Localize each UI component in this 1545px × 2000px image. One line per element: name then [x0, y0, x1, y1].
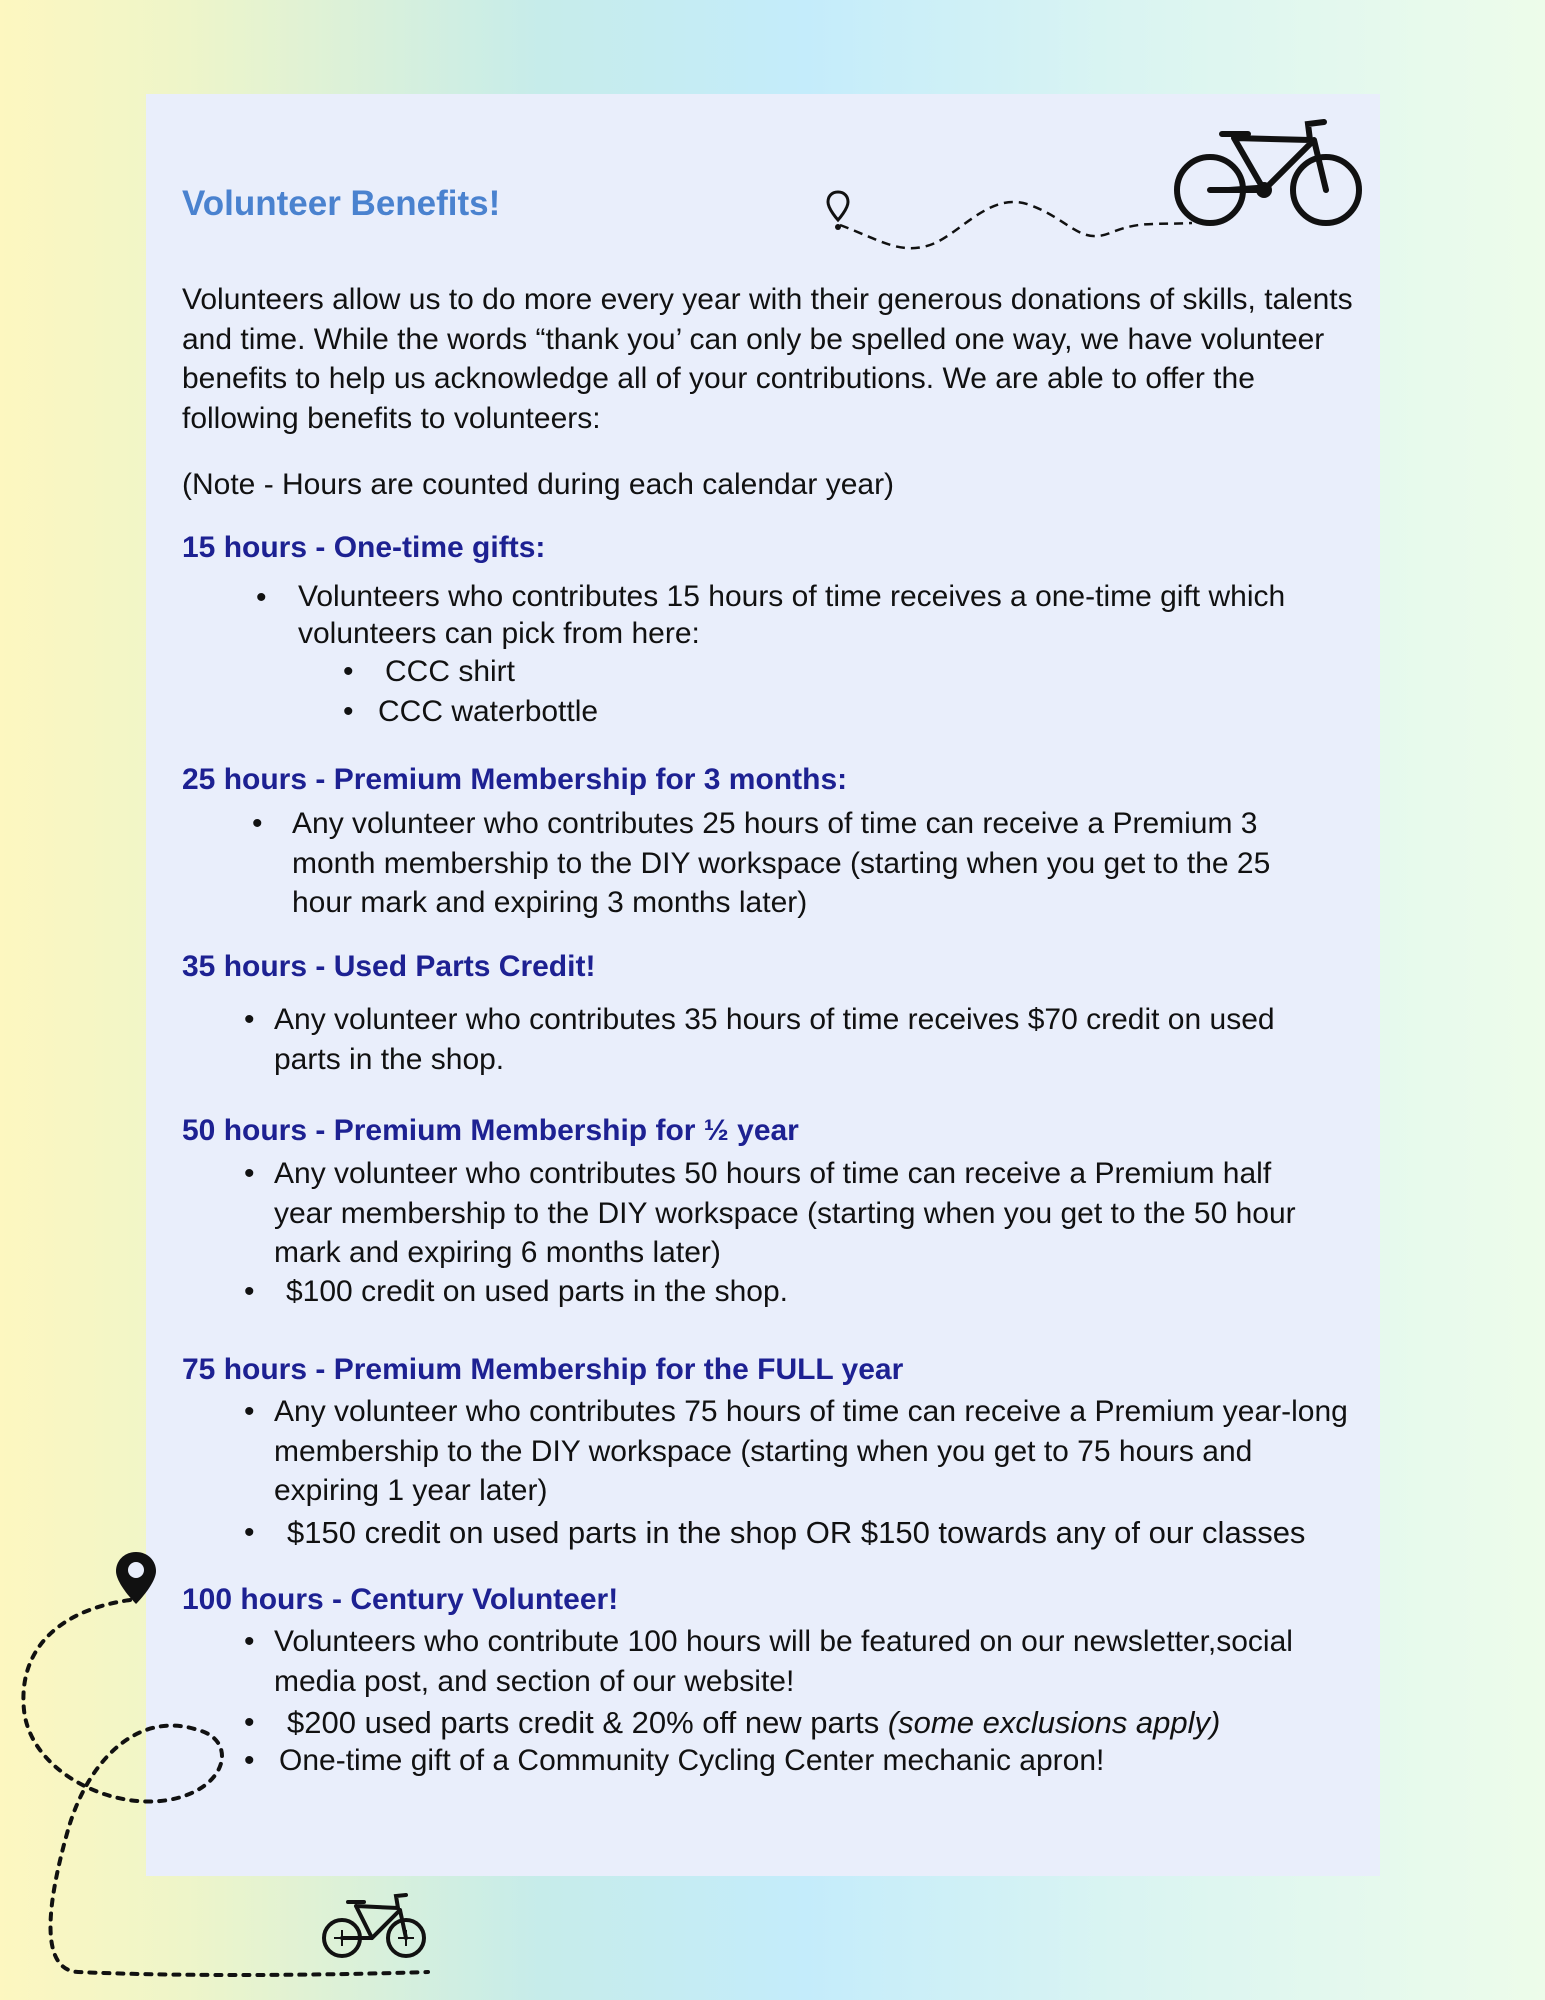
bullet-icon: • [244, 1625, 255, 1658]
exclusions-note: (some exclusions apply) [887, 1705, 1221, 1740]
tier-heading-25: 25 hours - Premium Membership for 3 months: [182, 763, 848, 796]
tier-item: Any volunteer who contributes 50 hours of time can receive a Premium half year membership to the DIY workspace (starting when you get to the 50 hour mark and expiring 6 months later) [274, 1157, 1296, 1270]
tier-item: $150 credit on used parts in the shop OR $150 towards any of our classes [287, 1515, 1306, 1550]
tier-item: One-time gift of a Community Cycling Center mechanic apron! [279, 1744, 1105, 1777]
tier-item: $100 credit on used parts in the shop. [286, 1275, 789, 1308]
tier-subitem: CCC waterbottle [378, 695, 599, 728]
page-title: Volunteer Benefits! [182, 184, 501, 223]
tier-heading-50: 50 hours - Premium Membership for ½ year [182, 1114, 799, 1147]
tier-item: Any volunteer who contributes 75 hours of time can receive a Premium year-long membership to the DIY workspace (starting when you get to 75 hours and expiring 1 year later) [274, 1395, 1348, 1508]
intro-paragraph: Volunteers allow us to do more every year with their generous donations of skills, talents and time. While the words “thank you’ can only be spelled one way, we have volunteer benefits to help us acknowledge all of your contributions. We are able to offer the following benefits to volunteers: [182, 283, 1353, 435]
bullet-icon: • [244, 1395, 255, 1428]
tier-heading-15: 15 hours - One-time gifts: [182, 531, 546, 564]
bullet-icon: • [244, 1157, 255, 1190]
bullet-icon: • [256, 581, 267, 614]
tier-item: Volunteers who contribute 100 hours will be featured on our newsletter,social media post, and section of our website! [274, 1625, 1293, 1698]
map-pin-icon [114, 1550, 158, 1606]
tier-item: Volunteers who contributes 15 hours of time receives a one-time gift which volunteers can pick from here: [298, 580, 1286, 650]
bullet-icon: • [244, 1516, 255, 1549]
bullet-icon: • [343, 655, 354, 688]
tier-heading-35: 35 hours - Used Parts Credit! [182, 950, 596, 983]
bullet-icon: • [244, 1275, 255, 1308]
tier-item-text: $200 used parts credit & 20% off new parts [287, 1705, 888, 1740]
tier-item [287, 1703, 1220, 1743]
bullet-icon: • [244, 1706, 255, 1739]
dashed-route-icon [820, 185, 1200, 255]
bullet-icon: • [252, 807, 263, 840]
bicycle-icon [320, 1890, 430, 1960]
map-pin-icon [826, 190, 850, 230]
note-text: (Note - Hours are counted during each calendar year) [182, 468, 895, 501]
bullet-icon: • [244, 1003, 255, 1036]
bicycle-icon [1172, 118, 1364, 230]
tier-heading-75: 75 hours - Premium Membership for the FULL year [182, 1353, 904, 1386]
tier-item: Any volunteer who contributes 25 hours of time can receive a Premium 3 month membership to the DIY workspace (starting when you get to the 25 hour mark and expiring 3 months later) [292, 807, 1271, 920]
tier-subitem: CCC shirt [385, 655, 516, 688]
tier-item: Any volunteer who contributes 35 hours of time receives $70 credit on used parts in the shop. [274, 1003, 1275, 1076]
tier-heading-100: 100 hours - Century Volunteer! [182, 1583, 619, 1616]
bullet-icon: • [244, 1744, 255, 1777]
bullet-icon: • [343, 695, 354, 728]
